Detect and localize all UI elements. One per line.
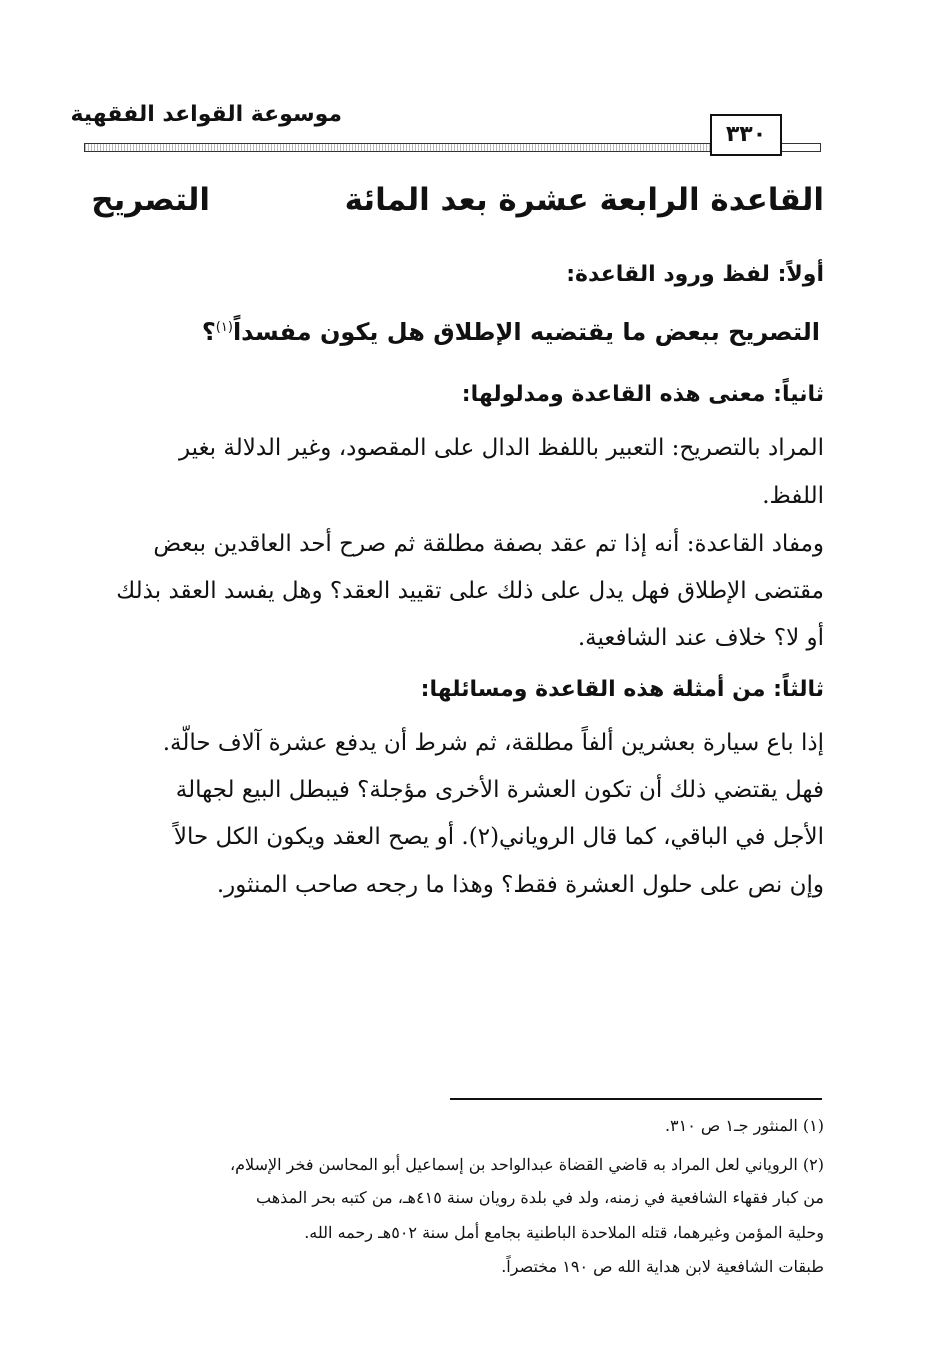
rule-statement-text: التصريح ببعض ما يقتضيه الإطلاق هل يكون مفسداً — [232, 318, 820, 346]
page-number: ٣٣٠ — [710, 114, 782, 156]
footnote-separator — [450, 1098, 822, 1100]
section-heading-3: ثالثاً: من أمثلة هذه القاعدة ومسائلها: — [420, 677, 824, 702]
footnote: وحلية المؤمن وغيرهما، قتله الملاحدة الباطنية بجامع أمل سنة ٥٠٢هـ رحمه الله. — [304, 1223, 824, 1242]
rule-statement-end: ؟ — [201, 318, 216, 346]
footnote: طبقات الشافعية لابن هداية الله ص ١٩٠ مختصراً. — [501, 1257, 824, 1276]
paragraph-line: فهل يقتضي ذلك أن تكون العشرة الأخرى مؤجلة؟ فيبطل البيع لجهالة — [175, 777, 824, 803]
rule-name: التصريح — [91, 182, 210, 218]
paragraph-line: الأجل في الباقي، كما قال الروياني(٢). أو يصح العقد ويكون الكل حالاً — [173, 824, 824, 850]
footnote-ref-1: (١) — [215, 320, 233, 335]
paragraph-line: إذا باع سيارة بعشرين ألفاً مطلقة، ثم شرط أن يدفع عشرة آلاف حالّة. — [162, 730, 824, 756]
footnote: من كبار فقهاء الشافعية في زمنه، ولد في بلدة رويان سنة ٤١٥هـ، من كتبه بحر المذهب — [256, 1188, 824, 1207]
paragraph-line: اللفظ. — [762, 483, 824, 509]
paragraph-line: أو لا؟ خلاف عند الشافعية. — [577, 625, 824, 651]
footnote: (٢) الروياني لعل المراد به قاضي القضاة عبدالواحد بن إسماعيل أبو المحاسن فخر الإسلام، — [229, 1155, 824, 1174]
paragraph-line: مقتضى الإطلاق فهل يدل على ذلك على تقييد العقد؟ وهل يفسد العقد بذلك — [116, 578, 824, 604]
rule-title: القاعدة الرابعة عشرة بعد المائة — [344, 182, 824, 218]
rule-statement — [120, 318, 820, 346]
paragraph-line: ومفاد القاعدة: أنه إذا تم عقد بصفة مطلقة ثم صرح أحد العاقدين ببعض — [153, 531, 824, 557]
footnote: (١) المنثور جـ١ ص ٣١٠. — [664, 1116, 824, 1135]
section-heading-1: أولاً: لفظ ورود القاعدة: — [566, 262, 824, 287]
section-heading-2: ثانياً: معنى هذه القاعدة ومدلولها: — [461, 382, 824, 407]
running-title: موسوعة القواعد الفقهية — [70, 102, 342, 127]
header-rule-end — [778, 143, 821, 152]
paragraph-line: المراد بالتصريح: التعبير باللفظ الدال على المقصود، وغير الدلالة بغير — [178, 435, 824, 461]
header-rule — [84, 143, 712, 152]
paragraph-line: وإن نص على حلول العشرة فقط؟ وهذا ما رجحه صاحب المنثور. — [216, 872, 824, 898]
